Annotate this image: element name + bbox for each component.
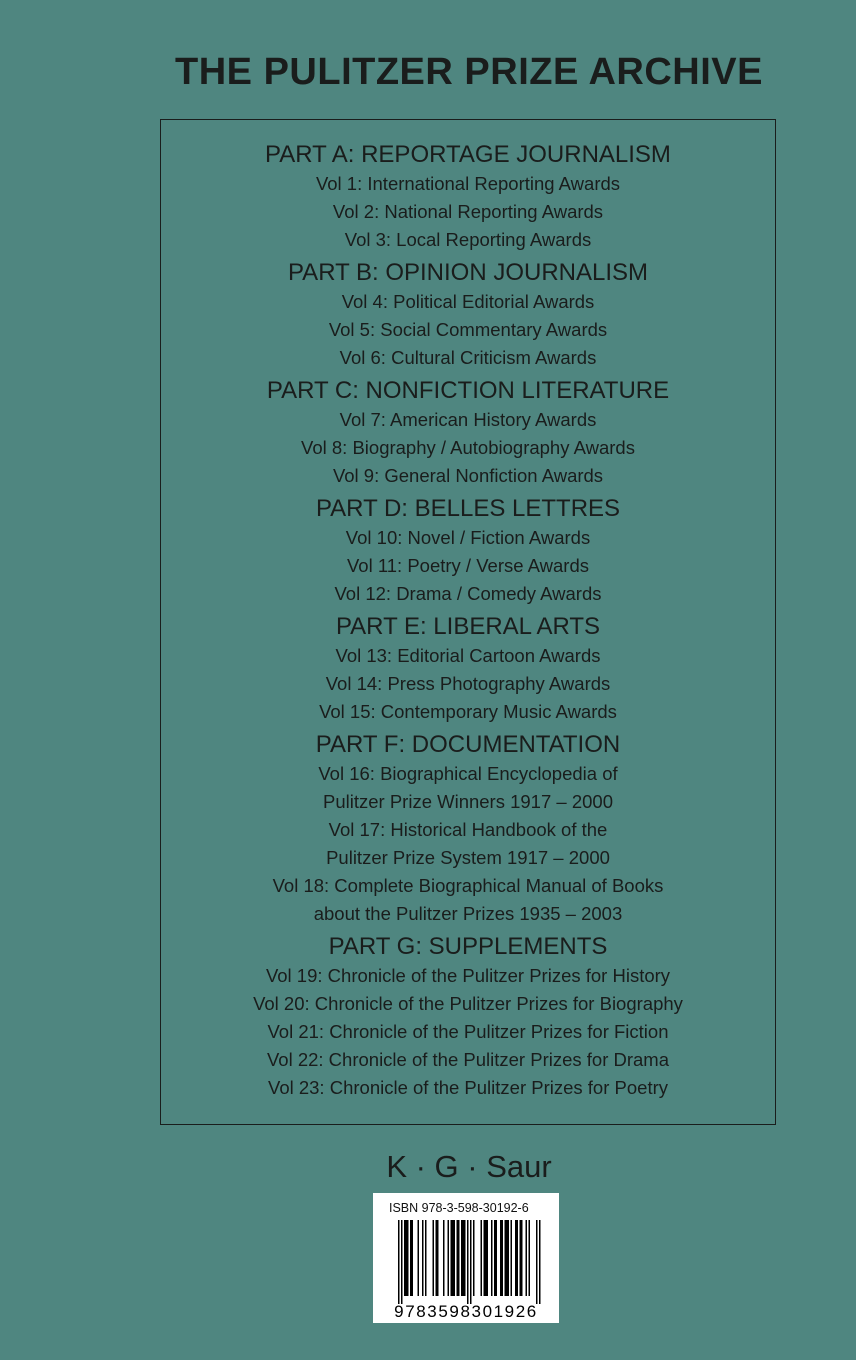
volume-line: Vol 13: Editorial Cartoon Awards: [335, 645, 601, 666]
barcode-bar: [437, 1220, 439, 1296]
barcode-bar: [494, 1220, 496, 1296]
barcode-bar: [484, 1220, 486, 1296]
cover-title: THE PULITZER PRIZE ARCHIVE: [175, 51, 763, 93]
part-heading: PART G: SUPPLEMENTS: [328, 933, 608, 960]
volume-line: Vol 7: American History Awards: [339, 409, 597, 430]
barcode-bar: [463, 1220, 465, 1296]
barcode-bar: [407, 1220, 409, 1296]
volume-line: Pulitzer Prize Winners 1917 – 2000: [323, 791, 613, 812]
barcode-bar: [506, 1220, 508, 1296]
barcode-bar: [505, 1220, 507, 1296]
barcode-bar: [452, 1220, 454, 1296]
barcode-bar: [520, 1220, 522, 1296]
part-heading: PART A: REPORTAGE JOURNALISM: [265, 141, 671, 168]
volume-line: Vol 21: Chronicle of the Pulitzer Prizes for Fiction: [267, 1021, 669, 1042]
publisher-name: K · G · Saur: [386, 1149, 552, 1184]
barcode-bar: [406, 1220, 408, 1296]
barcode-bar: [461, 1220, 463, 1296]
barcode-bar: [425, 1220, 427, 1296]
barcode-bar: [481, 1220, 483, 1296]
part-section: [161, 932, 775, 1102]
volume-line: Vol 20: Chronicle of the Pulitzer Prizes for Biography: [253, 993, 683, 1014]
barcode-bar: [496, 1220, 498, 1296]
barcode-bar: [526, 1220, 528, 1296]
part-section: [161, 376, 775, 490]
volume-line: Vol 11: Poetry / Verse Awards: [346, 555, 589, 576]
volume-line: Vol 15: Contemporary Music Awards: [319, 701, 617, 722]
volume-line: about the Pulitzer Prizes 1935 – 2003: [313, 903, 623, 924]
volume-line: Vol 10: Novel / Fiction Awards: [345, 527, 591, 548]
volume-line: Pulitzer Prize System 1917 – 2000: [326, 847, 610, 868]
part-heading: PART F: DOCUMENTATION: [315, 731, 621, 758]
barcode-bar: [487, 1220, 489, 1296]
volume-line: Vol 12: Drama / Comedy Awards: [334, 583, 602, 604]
volume-line: Vol 4: Political Editorial Awards: [341, 291, 595, 312]
barcode-bar: [536, 1220, 538, 1304]
volume-line: Vol 2: National Reporting Awards: [332, 201, 604, 222]
barcode-bar: [467, 1220, 469, 1304]
barcode-bar: [448, 1220, 450, 1296]
barcode-bar: [508, 1220, 510, 1296]
part-section: [161, 494, 775, 608]
contents-list: [161, 140, 775, 1102]
barcode-bar: [473, 1220, 475, 1296]
barcode-bar: [500, 1220, 502, 1296]
isbn-number: ISBN 978-3-598-30192-6: [389, 1201, 529, 1215]
barcode-bar: [443, 1220, 445, 1296]
barcode-bar: [470, 1220, 472, 1304]
barcode-bar: [521, 1220, 523, 1296]
barcode-bar: [401, 1220, 403, 1304]
barcode-bar: [502, 1220, 504, 1296]
part-heading: PART D: BELLES LETTRES: [315, 495, 621, 522]
barcode-bar: [418, 1220, 420, 1296]
barcode-bar: [485, 1220, 487, 1296]
isbn-barcode-label: [373, 1193, 559, 1323]
barcode-bar: [454, 1220, 456, 1296]
barcode-bar: [433, 1220, 435, 1296]
part-heading: PART C: NONFICTION LITERATURE: [266, 377, 670, 404]
volume-line: Vol 8: Biography / Autobiography Awards: [301, 437, 635, 458]
barcode-bar: [410, 1220, 412, 1296]
barcode-bar: [457, 1220, 459, 1296]
barcode-digits: 9783598301926: [394, 1302, 538, 1320]
volume-line: Vol 19: Chronicle of the Pulitzer Prizes for History: [265, 965, 671, 986]
volume-line: Vol 23: Chronicle of the Pulitzer Prizes for Poetry: [268, 1077, 668, 1098]
volume-line: Vol 22: Chronicle of the Pulitzer Prizes for Drama: [266, 1049, 670, 1070]
volume-line: Vol 3: Local Reporting Awards: [344, 229, 592, 250]
volume-line: Vol 1: International Reporting Awards: [315, 173, 621, 194]
volume-line: Vol 17: Historical Handbook of the: [328, 819, 608, 840]
barcode-bar: [515, 1220, 517, 1296]
barcode-bar: [491, 1220, 493, 1296]
volume-line: Vol 18: Complete Biographical Manual of Books: [272, 875, 664, 896]
volume-line: Vol 6: Cultural Criticism Awards: [339, 347, 597, 368]
contents-box: [160, 119, 776, 1125]
part-section: [161, 730, 775, 928]
part-section: [161, 258, 775, 372]
barcode-bar: [422, 1220, 424, 1296]
volume-line: Vol 9: General Nonfiction Awards: [332, 465, 604, 486]
part-heading: PART E: LIBERAL ARTS: [335, 613, 601, 640]
barcode-bar: [436, 1220, 438, 1296]
barcode-bar: [398, 1220, 400, 1304]
part-section: [161, 140, 775, 254]
volume-line: Vol 14: Press Photography Awards: [325, 673, 611, 694]
barcode-bar: [511, 1220, 513, 1296]
volume-line: Vol 5: Social Commentary Awards: [328, 319, 608, 340]
part-heading: PART B: OPINION JOURNALISM: [287, 259, 649, 286]
barcode-bar: [458, 1220, 460, 1296]
part-section: [161, 612, 775, 726]
barcode-bar: [529, 1220, 531, 1296]
barcode-icon: [387, 1220, 545, 1320]
barcode-bar: [517, 1220, 519, 1296]
barcode-bar: [451, 1220, 453, 1296]
barcode-bar: [404, 1220, 406, 1296]
barcode-bar: [539, 1220, 541, 1304]
barcode-bar: [412, 1220, 414, 1296]
barcode-bar: [464, 1220, 466, 1296]
volume-line: Vol 16: Biographical Encyclopedia of: [318, 763, 618, 784]
